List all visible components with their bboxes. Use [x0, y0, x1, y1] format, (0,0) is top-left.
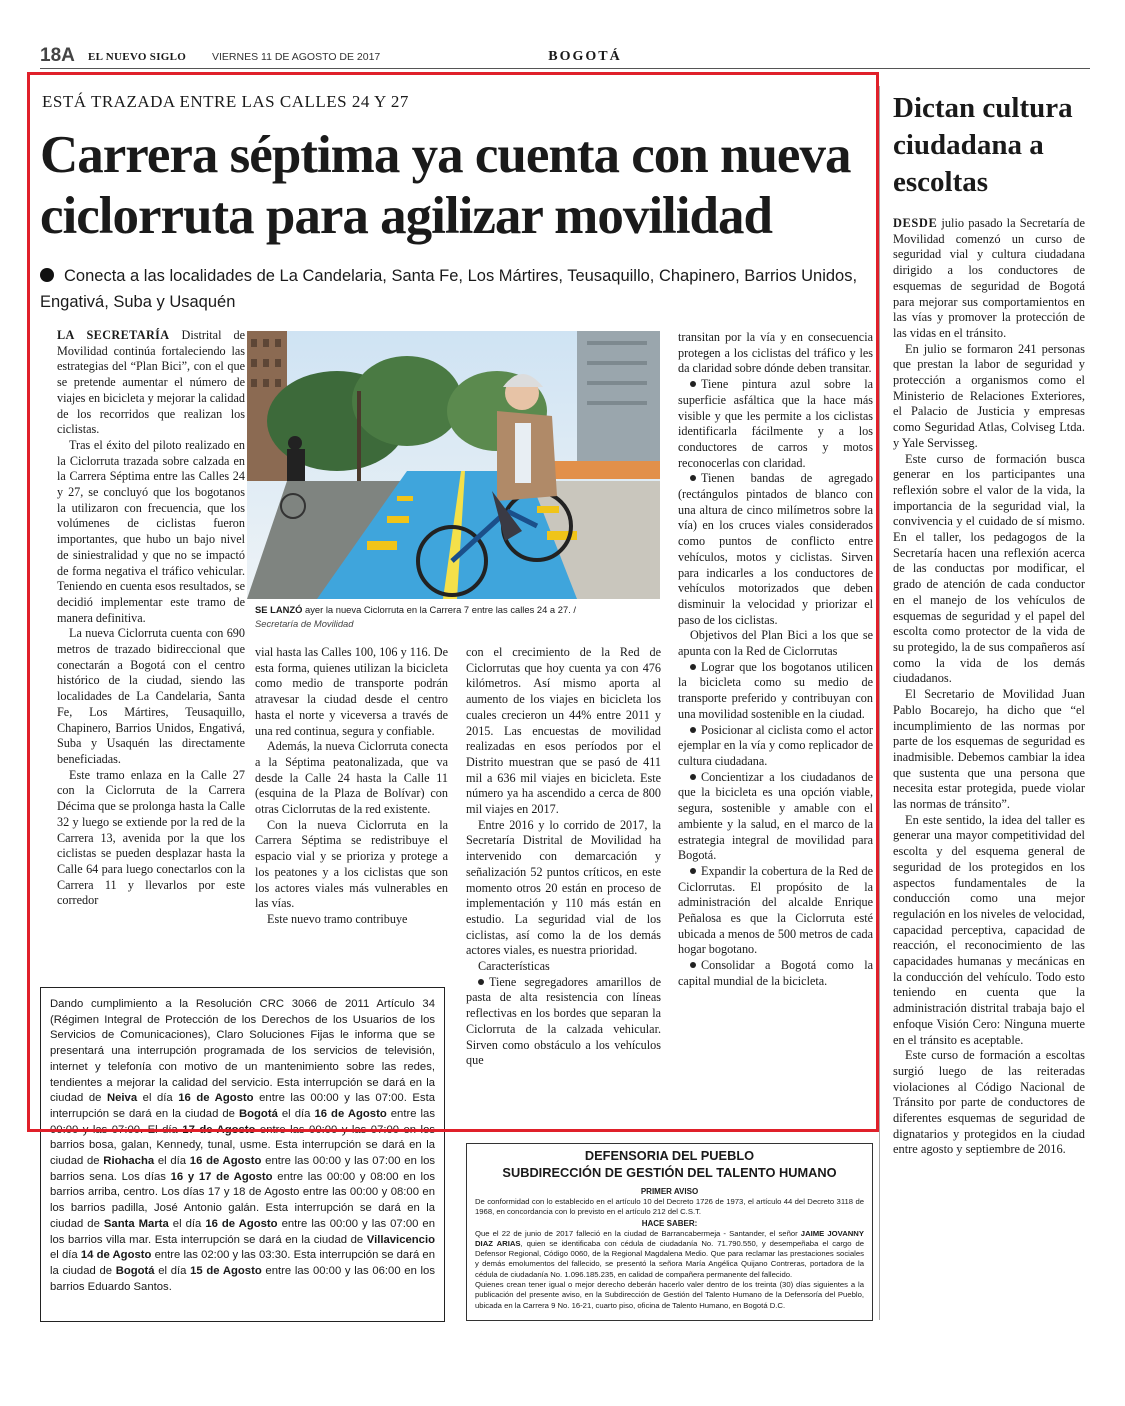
paragraph: Este tramo enlaza en la Calle 27 con la Ciclorruta de la Carrera Décima que se prolonga hasta la Calle 32 y luego se extiende por la red de la Carrera 13, avenida por la que los ciclistas se pueden desplazar hasta la Calle 64 para luego conectarlos con la Carrera 11 y llevarlos por este corredor: [57, 767, 245, 908]
notice-paragraph: Quienes crean tener igual o mejor derecho deberán hacerlo valer dentro de los treinta (30) días siguientes a la publicación del presente aviso, en la Subdirección de Gestión del Talento Humano de la Defensoría del Pueblo, ubicada en la Carrera 9 No. 16-21, cuarto piso, oficina de Talento Humano, en Bogotá D.C.: [475, 1280, 864, 1310]
notice-aviso: PRIMER AVISO: [640, 1187, 699, 1196]
paragraph: Con la nueva Ciclorruta en la Carrera Séptima se redistribuye el espacio vial y se prioriza y protege a los peatones y a los ciclistas que son los actores viales más vulnerables en las vías.: [255, 817, 448, 911]
notice-title: DEFENSORIA DEL PUEBLO: [584, 1148, 755, 1163]
subheading: Características: [478, 959, 550, 974]
sidebar-headline: Dictan cultura ciudadana a escoltas: [893, 92, 1073, 198]
paragraph: Consolidar a Bogotá como la capital mundial de la bicicleta.: [678, 958, 873, 988]
article-kicker: ESTÁ TRAZADA ENTRE LAS CALLES 24 Y 27: [42, 92, 409, 111]
bullet-icon: [690, 664, 696, 670]
bullet-icon: [690, 868, 696, 874]
deck-text: Conecta a las localidades de La Candelaria, Santa Fe, Los Mártires, Teusaquillo, Chapinero, Barrios Unidos, Engativá, Suba y Usaquén: [40, 267, 858, 311]
bullet-icon: [690, 475, 696, 481]
article-column-4: [678, 330, 873, 990]
notice-subtitle: SUBDIRECCIÓN DE GESTIÓN DEL TALENTO HUMANO: [502, 1165, 837, 1180]
issue-date: VIERNES 11 DE AGOSTO DE 2017: [212, 51, 381, 63]
notice-paragraph: Que el 22 de junio de 2017 falleció en la ciudad de Barrancabermeja - Santander, el señor JAIME JOVANNY DIAZ ARIAS, quien se identificaba con cédula de ciudadanía No. 71.790.550, y desempeñaba el cargo de Defensor Regional, Código 0060, de la Regional Magdalena Medio. Que para reclamar las prestaciones sociales y demás emolumentos del fallecido, se presentó la señora María Angélica Quijano Contreras, portadora de la cédula de ciudadanía No. 1.096.185.235, en calidad de compañera permanente del fallecido.: [475, 1228, 864, 1279]
notice-paragraph: De conformidad con lo establecido en el artículo 10 del Decreto 1726 de 1973, el artículo 44 del Decreto 3118 de 1968, en concordancia con lo previsto en el artículo 212 del C.S.T.: [475, 1197, 864, 1217]
cyclist-photo-illustration: [247, 331, 660, 599]
article-column-3: [466, 645, 661, 1069]
paragraph: con el crecimiento de la Red de Ciclorrutas que hoy cuenta ya con 476 kilómetros. Así mismo aporta al aumento de los viajes en bicicleta los cuales crecieron un 44% entre 2011 y 2015. Las encuestas de movilidad realizadas en esos períodos por el Distrito muestran que se pasó de 411 mil a 636 mil viajes en bicicleta. Este número ya ha ascendido a cerca de 800 mil viajes en 2017.: [466, 645, 661, 817]
article-headline: Carrera séptima ya cuenta con nueva ciclorruta para agilizar movilidad: [40, 126, 851, 245]
paragraph: Tiene segregadores amarillos de pasta de alta resistencia con líneas reflectivas en los bordes que separan la Ciclorruta de la calzada vehicular. Sirven como obstáculo a los vehículos que: [466, 974, 661, 1068]
paragraph: vial hasta las Calles 100, 106 y 116. De esta forma, quienes utilizan la bicicleta como medio de transporte podrán atravesar la ciudad desde el centro hasta el norte y viceversa a través de una red continua, segura y confiable.: [255, 645, 448, 738]
paragraph: Concientizar a los ciudadanos de que la bicicleta es una opción viable, segura, sostenible y amable con el ambiente y la salud, en el marco de la estrategia integral de movilidad para Bogotá.: [678, 769, 873, 863]
paragraph: Posicionar al ciclista como el actor ejemplar en la vía y como replicador de cultura ciudadana.: [678, 722, 873, 768]
paragraph: Lograr que los bogotanos utilicen la bicicleta como su medio de transporte preferido y contribuyan con una movilidad sostenible en la ciudad.: [678, 659, 873, 721]
article-photo: [247, 331, 660, 599]
paragraph: Este curso de formación busca generar en los participantes una reflexión sobre el valor de la vida, la importancia de la seguridad vial, la convivencia y el cuidado de sí mismo. En el taller, los pedagogos de la Secretaría hacen una reflexión acerca de las conductas por modificar, el grado de atención de cada conductor en el manejo de los vehículos de esquemas de seguridad y el papel del escolta como protector de la vida de su protegido, la de sus compañeros así como la vida de los demás ciudadanos.: [893, 451, 1085, 686]
paragraph: DESDE julio pasado la Secretaría de Movilidad comenzó un curso de seguridad vial y cultura ciudadana dirigido a los conductores de esquemas de seguridad de Bogotá para mejorar sus comportamientos en las vías y promover la protección de las vidas en el tránsito.: [893, 216, 1085, 340]
caption-text: ayer la nueva Ciclorruta en la Carrera 7 entre las calles 24 a 27. /: [302, 604, 576, 615]
newspaper-name: EL NUEVO SIGLO: [88, 51, 187, 63]
paragraph: Este curso de formación a escoltas surgió luego de las reiteradas violaciones al Código Nacional de Tránsito por parte de conductores de diferentes esquemas de seguridad de dignatarios y protegidos en la ciudad entre agosto y septiembre de 2016.: [893, 1048, 1085, 1157]
bullet-icon: [690, 727, 696, 733]
photo-credit: Secretaría de Movilidad: [255, 618, 354, 629]
caption-lead: SE LANZÓ: [255, 604, 303, 615]
page-number: 18A: [40, 45, 75, 66]
paragraph: La nueva Ciclorruta cuenta con 690 metros de trazado bidireccional que conectarán a Bogotá con el centro histórico de la ciudad, siendo las localidades de La Candelaria, Santa Fe, Los Mártires, Teusaquillo, Chapinero, Barrios Unidos, Engativá, Suba y Usaquén las directamente beneficiadas.: [57, 626, 245, 766]
column-divider: [879, 86, 880, 1320]
paragraph: transitan por la vía y en consecuencia protegen a los ciclistas del tráfico y les da claridad sobre dónde deben transitar.: [678, 330, 873, 376]
folio-rule: [40, 68, 1090, 69]
lead-in: LA SECRETARÍA: [57, 328, 170, 342]
article-column-2: [255, 645, 448, 928]
paragraph: Tienen bandas de agregado (rectángulos pintados de blanco con una altura de cinco milímetros sobre la vía) en los cruces viales considerados como puntos de conflicto entre vehículos, motos y ciclistas. Sirven para indicarles a los conductores de vehículos motorizados que deben disminuir la velocidad y priorizar el paso de los ciclistas.: [678, 471, 873, 627]
article-deck: [40, 263, 870, 315]
bullet-icon: [478, 979, 484, 985]
paragraph: LA SECRETARÍA Distrital de Movilidad continúa fortaleciendo las estrategias del “Plan Bici”, con el que se pretende aumentar el número de viajes en bicicleta y mejorar la calidad de los recorridos que realizan los ciclistas.: [57, 328, 245, 437]
photo-caption: [255, 603, 665, 631]
paragraph: Tiene pintura azul sobre la superficie asfáltica que la hace más visible y que les permite a los ciclistas identificarla fácilmente y a los conductores de carros y motos reconocerlas con claridad.: [678, 377, 873, 470]
defensoria-notice: [466, 1143, 873, 1321]
notice-hace-saber: HACE SABER:: [641, 1218, 698, 1228]
bullet-icon: [690, 774, 696, 780]
paragraph: Tras el éxito del piloto realizado en la Ciclorruta trazada sobre calzada en la Carrera Séptima entre las Calles 24 y 27, se concluyó que los bogotanos la utilizaron con frecuencia, que los volúmenes de ciclistas fueron importantes, que hubo un bajo nivel de siniestralidad y que no se impactó de forma negativa el tráfico vehicular. Teniendo en cuenta esos resultados, se decidió implementar este tramo de manera definitiva.: [57, 437, 245, 625]
bullet-icon: [40, 268, 54, 282]
paragraph: Objetivos del Plan Bici a los que se apunta con la Red de Ciclorrutas: [678, 628, 873, 659]
article-column-1: [57, 328, 245, 909]
lead-in: DESDE: [893, 216, 938, 230]
paragraph: Además, la nueva Ciclorruta conecta a la Séptima peatonalizada, que va desde la Calle 24 hasta la Calle 11 (esquina de la Plaza de Bolívar) con otras Ciclorrutas de la red existente.: [255, 739, 448, 817]
paragraph: En este sentido, la idea del taller es generar una mayor competitividad del escolta y del esquema general de seguridad de los protegidos en los aspectos fundamentales de la conducción como una mejor regulación en los niveles de velocidad, capacidad perceptiva, capacidad de reacción, el reconocimiento de las capacidades humanas y mecánicas en la conducción del vehículo. Todo esto teniendo en cuenta que la administración distrital trabaja bajo el enfoque Visión Cero: Ninguna muerte en el tránsito es aceptable.: [893, 812, 1085, 1047]
folio-bar: [40, 44, 1090, 72]
claro-service-notice: Dando cumplimiento a la Resolución CRC 3066 de 2011 Artículo 34 (Régimen Integral de Protección de los Derechos de los Usuarios de los Servicios de Comunicaciones), Claro Soluciones Fijas le informa que se presentará una interrupción programada de los servicios de televisión, internet y telefonía con motivo de un mantenimiento sobre las redes, tendientes a mejorar la calidad del servicio. Esta interrupción se dará en la ciudad de Neiva el día 16 de Agosto entre las 00:00 y las 07:00. Esta interrupción se dará en la ciudad de Bogotá el día 16 de Agosto entre las 00:00 y las 07:00. El día 17 de Agosto entre las 00:00 y las 07:00 en los barrios bosa, galan, Kennedy, tunal, usme. Esta interrupción se dará en la ciudad de Riohacha el día 16 de Agosto entre las 00:00 y las 07:00 en los barrios sena. Los días 16 y 17 de Agosto entre las 00:00 y 08:00 en los barrios arriba, centro. Los días 17 y 18 de Agosto entre las 00:00 y 08:00 en los barrios padilla, José Antonio galán. Esta interrupción se dará en la ciudad de Santa Marta el día 16 de Agosto entre las 00:00 y las 07:00 en los barrios villa mar. Esta interrupción se dará en la ciudad de Villavicencio el día 14 de Agosto entre las 02:00 y las 03:30. Esta interrupción se dará en la ciudad de Bogotá el día 15 de Agosto entre las 00:00 y las 06:00 en los barrios Eduardo Santos.: [40, 987, 445, 1322]
paragraph: Entre 2016 y lo corrido de 2017, la Secretaría Distrital de Movilidad ha intervenido con demarcación y señalización 52 puntos críticos, en este momento otros 20 están en proceso de implementación y 110 más están en estudio. La seguridad vial de los ciclistas, así como la de los demás actores viales, es nuestra prioridad.: [466, 817, 661, 958]
bullet-icon: [690, 962, 696, 968]
paragraph: Expandir la cobertura de la Red de Ciclorrutas. El propósito de la administración del alcalde Enrique Peñalosa es que la Ciclorruta esté ubicada a menos de 500 metros de cada hogar bogotano.: [678, 863, 873, 957]
sidebar-body: [893, 216, 1085, 1158]
section-title: BOGOTÁ: [548, 49, 622, 64]
paragraph: Este nuevo tramo contribuye: [267, 911, 408, 926]
bullet-icon: [690, 381, 696, 387]
paragraph: En julio se formaron 241 personas que prestan la labor de seguridad y protección a organismos como el Ministerio de Relaciones Exteriores, el Palacio de Justicia y empresas como Seguridad Atlas, Colviseg Ltda. y Yale Servisseg.: [893, 341, 1085, 450]
paragraph: El Secretario de Movilidad Juan Pablo Bocarejo, ha dicho que “el incumplimiento de las normas por parte de los esquemas de seguridad es inadmisible. Debemos cambiar la idea que sustenta que una persona que necesita estar protegida, puede violar las normas de tránsito”.: [893, 687, 1085, 812]
